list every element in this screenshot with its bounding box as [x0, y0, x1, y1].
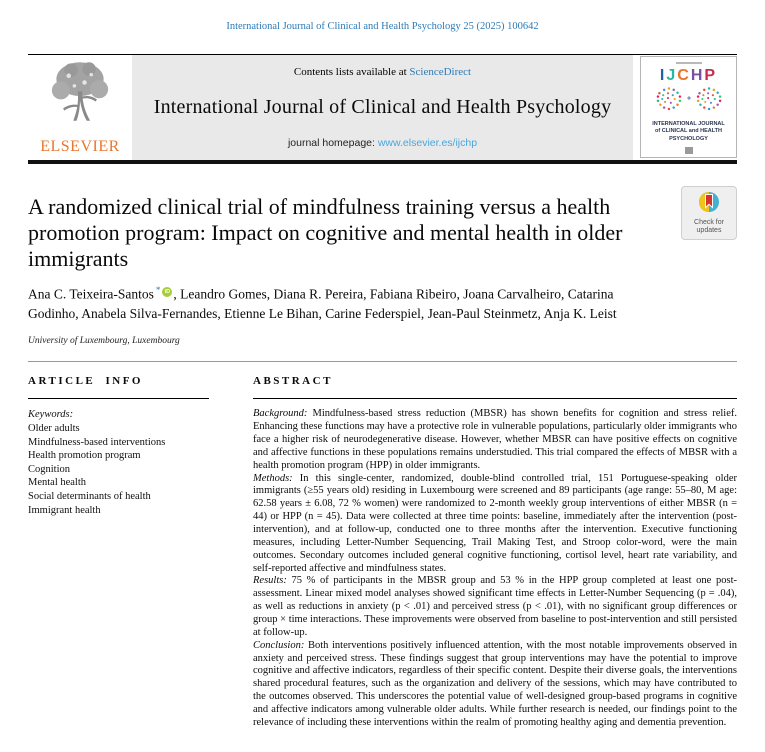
sciencedirect-link[interactable]: ScienceDirect	[409, 66, 472, 78]
abstract-methods-text: In this single-center, randomized, double-blind controlled trial, 151 Portuguese-speaking older immigrants (≥55 years old) residing in Luxembourg were screened and 89 participants (age range: 55–80, M age: 62.58 years ± 6.08, 72 % women) were randomized to 2-month weekly group interventions of either MBSR (n = 44) or HPP (n = 45). Data were collected at three time points: baseline, immediately after the intervention (post-intervention), and at follow-up, conducted one to three months after the intervention. Executive functioning measures, including Letter-Number Sequencing, Trail Making Test, and Stroop color-word, were the main outcomes. Secondary outcomes included general cognitive functioning, cortisol level, heart rate variability, and self-reported affective and mindfulness states.	[253, 472, 737, 574]
article-info-column	[28, 375, 209, 729]
abstract-methods	[253, 473, 737, 576]
abstract-conclusion-label: Conclusion:	[253, 639, 305, 651]
abstract-column	[253, 375, 737, 729]
abstract-conclusion-text: Both interventions positively influenced attention, with the most notable improvements observed in anxiety and perceived stress. These findings suggest that group interventions may have the potential to improve cognitive and affective indicators, regardless of their specific content. Despite their diverse goals, the interventions shared procedural features, such as the organization and delivery of the sessions, which may have contributed to the outcomes observed. This underscores the potential value of well-designed group-based programs in cognitive and affective indicators among vulnerable older adults. While further research is needed, our findings point to the relevance of including these interventions within the realm of promoting healthy aging and dementia prevention.	[253, 639, 738, 728]
crossmark-icon	[698, 191, 720, 218]
journal-reference-link[interactable]: International Journal of Clinical and Health Psychology 25 (2025) 100642	[226, 21, 539, 32]
check-for-updates-label: Check for updates	[694, 219, 724, 235]
keyword: Social determinants of health	[28, 491, 151, 503]
journal-homepage-link[interactable]: www.elsevier.es/ijchp	[377, 137, 478, 149]
keyword: Mindfulness-based interventions	[28, 436, 166, 448]
homepage-label: journal homepage:	[287, 137, 378, 149]
keyword: Mental health	[28, 477, 87, 489]
elsevier-tree-icon	[46, 60, 114, 137]
abstract-results-label: Results:	[253, 575, 287, 587]
cover-letter: H	[690, 66, 705, 84]
abstract-background	[253, 408, 737, 472]
keywords-label: Keywords:	[28, 409, 74, 421]
cover-letter: J	[666, 66, 678, 84]
abstract-methods-label: Methods:	[253, 472, 293, 484]
cover-issn-text	[676, 62, 702, 64]
section-divider	[28, 361, 737, 362]
orcid-icon[interactable]: iD	[162, 287, 172, 297]
affiliation: University of Luxembourg, Luxembourg	[28, 336, 180, 347]
cover-publisher-mark	[685, 147, 693, 154]
article-title: A randomized clinical trial of mindfulness training versus a health promotion program: Impact on cognitive and mental health in older immigrants	[28, 194, 623, 271]
check-for-updates-badge[interactable]	[681, 186, 737, 240]
homepage-line	[288, 137, 477, 149]
journal-cover-wordmark	[660, 68, 717, 84]
elsevier-logo[interactable]	[28, 55, 132, 160]
author-first: Ana C. Teixeira-Santos	[28, 286, 154, 302]
abstract-rule	[253, 398, 737, 399]
keyword: Health promotion program	[28, 450, 141, 462]
journal-cover-thumbnail	[640, 56, 737, 158]
abstract-conclusion	[253, 640, 737, 730]
brain-dots-illustration	[646, 84, 732, 119]
abstract-background-text: Mindfulness-based stress reduction (MBSR) has shown benefits for cognition and stress relief. Enhancing these functions may have a protective role in vulnerable populations, particularly older immigrants who face a higher risk of neurodegenerative disease. However, whether MBSR can have positive effects on cognitive and affective functions in these populations remains understudied. This trial compared the effects of MBSR with a health promotion program (HPP) in older immigrants.	[253, 408, 738, 471]
keyword: Immigrant health	[28, 504, 101, 516]
contents-line-text: Contents lists available at	[293, 66, 410, 78]
contents-line	[294, 66, 471, 78]
abstract-results-text: 75 % of participants in the MBSR group and 53 % in the HPP group completed at least one post-assessment. Linear mixed model analyses showed significant time effects in Letter-Number Sequencing (p = .04), as well as reductions in anxiety (p < .01) and perceived stress (p < .01), with no significant group differences or group × time interactions. These improvements were observed from baseline to post-intervention and still persisted at follow-up.	[253, 575, 737, 638]
keyword: Cognition	[28, 463, 71, 475]
journal-banner	[132, 55, 633, 160]
abstract-results	[253, 575, 737, 639]
author-rest: , Leandro Gomes, Diana R. Pereira, Fabiana Ribeiro, Joana Carvalheiro, Catarina Godinho, Anabela Silva-Fernandes, Etienne Le Bihan, Carine Federspiel, Jean-Paul Steinmetz, Anja K. Leist	[28, 286, 617, 321]
elsevier-wordmark: ELSEVIER	[40, 138, 120, 155]
journal-title: International Journal of Clinical and Health Psychology	[153, 96, 612, 118]
corresponding-author-asterisk[interactable]: *	[155, 284, 161, 295]
cover-letter: C	[677, 66, 691, 84]
article-info-heading: ARTICLE INFO	[28, 375, 143, 388]
keyword: Older adults	[28, 422, 80, 434]
cover-letter: P	[704, 66, 718, 84]
cover-letter: I	[659, 66, 667, 84]
author-list	[28, 284, 663, 323]
article-info-rule	[28, 398, 209, 399]
cover-journal-title: INTERNATIONAL JOURNAL of CLINICAL and HEALTH PSYCHOLOGY	[652, 120, 725, 142]
journal-header	[28, 54, 737, 164]
abstract-heading: ABSTRACT	[253, 375, 333, 388]
abstract-background-label: Background:	[253, 408, 308, 420]
